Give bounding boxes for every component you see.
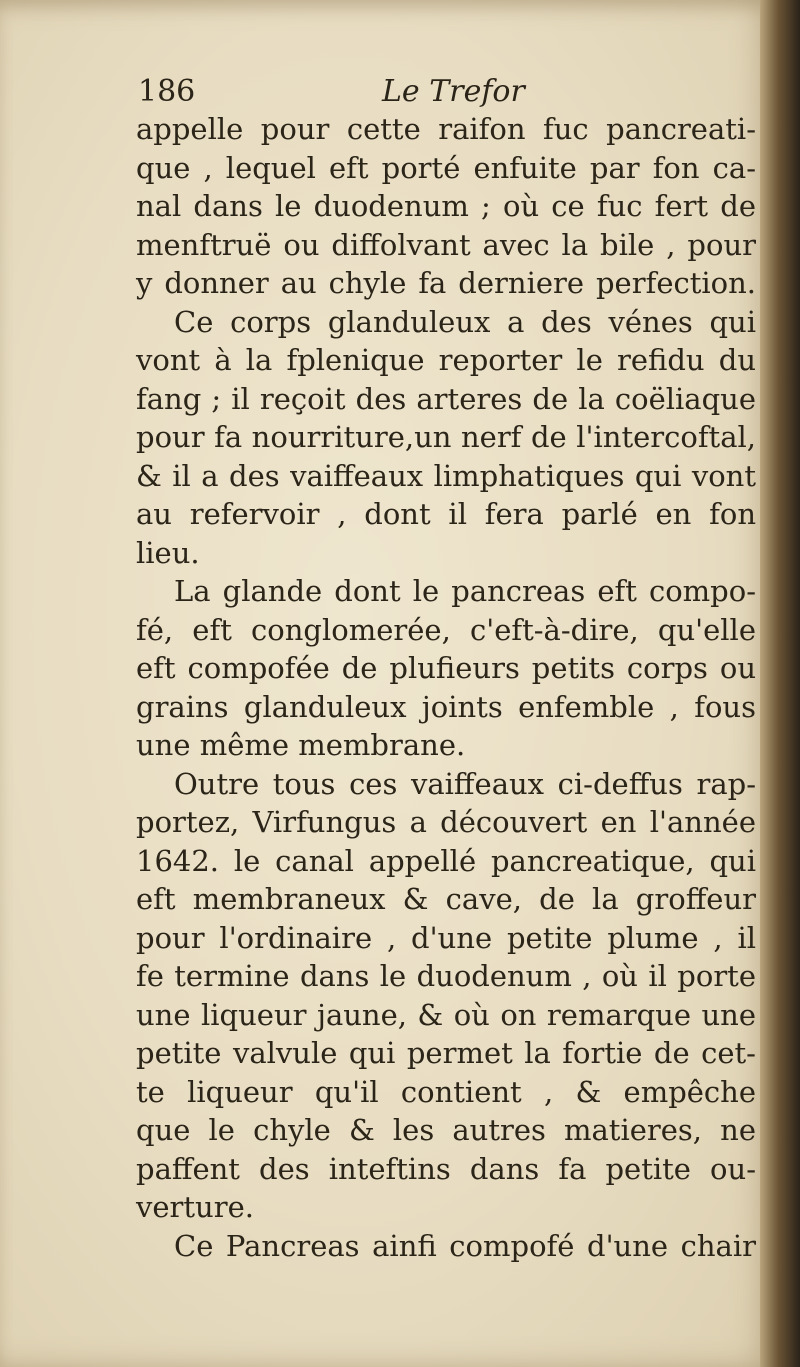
text-line: y donner au chyle fa derniere perfection.: [136, 266, 756, 300]
text-line: vont à la fplenique reporter le refidu du: [136, 343, 756, 377]
text-line: 1642. le canal appellé pancreatique, qui: [136, 843, 756, 878]
text-line: appelle pour cette raifon fuc pancreati-: [136, 112, 756, 146]
text-line: au refervoir , dont il fera parlé en fon: [136, 497, 756, 531]
text-line: que le chyle & les autres matieres, ne: [136, 1113, 756, 1147]
text-line: une même membrane.: [136, 728, 466, 762]
text-line: eft compofée de plufieurs petits corps ou: [136, 651, 756, 685]
text-line: fe termine dans le duodenum , où il porte: [136, 959, 756, 993]
text-line: nal dans le duodenum ; où ce fuc fert de: [136, 189, 756, 223]
text-line: petite valvule qui permet la fortie de cet-: [136, 1036, 756, 1070]
text-line: Outre tous ces vaiffeaux ci-deffus rap-: [174, 766, 756, 801]
text-line: Ce Pancreas ainfi compofé d'une chair: [174, 1228, 756, 1263]
text-line: pour l'ordinaire , d'une petite plume , il: [136, 920, 756, 955]
text-line: lieu.: [136, 535, 200, 570]
text-line: & il a des vaiffeaux limphatiques qui vont: [136, 458, 756, 493]
text-line: eft membraneux & cave, de la groffeur: [136, 882, 756, 916]
text-line: que , lequel eft porté enfuite par fon ca-: [136, 150, 756, 185]
page-header: [136, 70, 756, 110]
text-line: pour fa nourriture,un nerf de l'intercoftal,: [136, 420, 756, 454]
text-line: une liqueur jaune, & où on remarque une: [136, 997, 756, 1032]
text-line: verture.: [136, 1190, 254, 1224]
book-gutter: [760, 0, 800, 1367]
text-line: La glande dont le pancreas eft compo-: [174, 574, 756, 608]
text-line: fé, eft conglomerée, c'eft-à-dire, qu'elle: [136, 612, 756, 647]
text-line: portez, Virfungus a découvert en l'année: [136, 805, 756, 839]
text-line: fang ; il reçoit des arteres de la coëliaque: [136, 381, 756, 416]
page-number: 186: [138, 74, 196, 109]
text-line: paffent des inteftins dans fa petite ou-: [136, 1151, 756, 1186]
body-text: [136, 110, 756, 1265]
text-line: Ce corps glanduleux a des vénes qui: [174, 304, 756, 339]
text-line: grains glanduleux joints enfemble , fous: [136, 689, 756, 724]
text-line: te liqueur qu'il contient , & empêche: [136, 1074, 756, 1109]
text-line: menftruë ou diffolvant avec la bile , pour: [136, 227, 756, 262]
running-head: Le Trefor: [382, 74, 525, 109]
